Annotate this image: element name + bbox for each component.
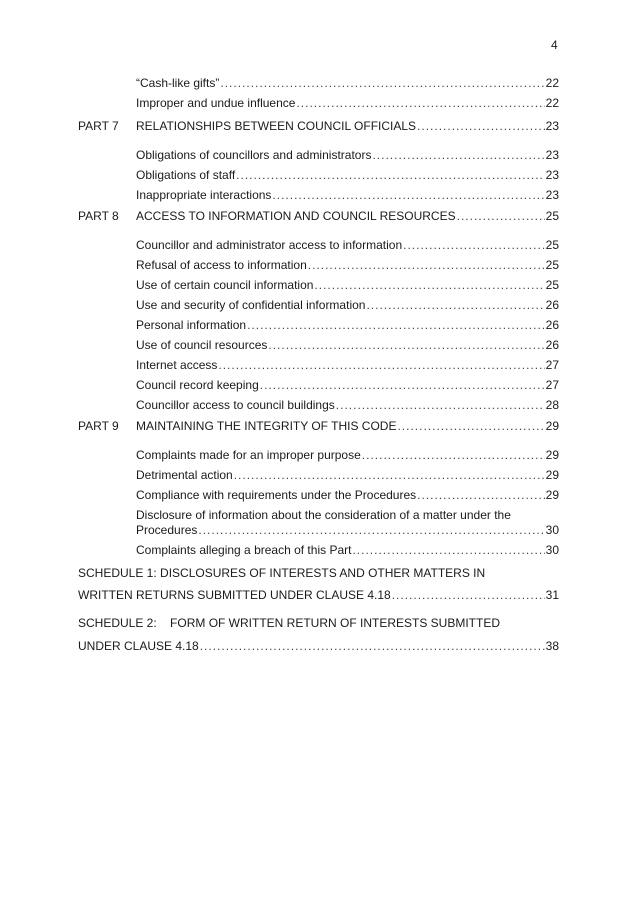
toc-entry-refusal-of-access[interactable] — [136, 258, 559, 272]
leader-dots — [296, 96, 544, 110]
leader-dots — [314, 278, 544, 292]
toc-part-title: MAINTAINING THE INTEGRITY OF THIS CODE — [136, 419, 397, 433]
leader-dots — [272, 188, 544, 202]
toc-entry-access-to-information[interactable] — [136, 238, 559, 252]
part-number: PART 7 — [78, 119, 119, 133]
toc-entry-disclosure-of-information[interactable] — [136, 523, 559, 537]
toc-schedule-2[interactable] — [78, 639, 559, 653]
toc-entry-inappropriate-interactions[interactable] — [136, 188, 559, 202]
toc-entry-improper-influence[interactable] — [136, 96, 559, 110]
toc-entry-label: Use of certain council information — [136, 278, 314, 292]
toc-entry-council-buildings[interactable] — [136, 398, 559, 412]
toc-entry-page: 31 — [545, 588, 559, 602]
toc-entry-page: 25 — [545, 238, 559, 252]
toc-schedule-title-line1: SCHEDULE 1: DISCLOSURES OF INTERESTS AND OTHER MATTERS IN — [78, 566, 486, 580]
leader-dots — [417, 119, 545, 133]
toc-entry-label: Councillor and administrator access to information — [136, 238, 403, 252]
toc-entry-label: Compliance with requirements under the Procedures — [136, 488, 417, 502]
leader-dots — [397, 419, 544, 433]
toc-entry-label: Councillor access to council buildings — [136, 398, 335, 412]
toc-entry-page: 23 — [545, 188, 559, 202]
toc-entry-council-resources[interactable] — [136, 338, 559, 352]
leader-dots — [457, 209, 545, 223]
toc-entry-confidential-information[interactable] — [136, 298, 559, 312]
leader-dots — [220, 76, 544, 90]
toc-schedule-title: WRITTEN RETURNS SUBMITTED UNDER CLAUSE 4.18 — [78, 588, 391, 602]
toc-entry-improper-purpose[interactable] — [136, 448, 559, 462]
toc-entry-label: Obligations of staff — [136, 168, 236, 182]
toc-entry-label: Internet access — [136, 358, 218, 372]
toc-entry-page: 27 — [545, 378, 559, 392]
toc-entry-obligations-staff[interactable] — [136, 168, 559, 182]
toc-entry-label: Use of council resources — [136, 338, 268, 352]
toc-entry-page: 30 — [545, 523, 559, 537]
toc-entry-page: 23 — [545, 168, 559, 182]
toc-entry-label: Inappropriate interactions — [136, 188, 272, 202]
toc-entry-label: Complaints alleging a breach of this Part — [136, 543, 352, 557]
toc-entry-label: Council record keeping — [136, 378, 259, 392]
toc-entry-label: Personal information — [136, 318, 247, 332]
toc-part-8[interactable] — [136, 209, 559, 223]
toc-entry-use-council-information[interactable] — [136, 278, 559, 292]
toc-entry-label: Procedures — [136, 523, 198, 537]
toc-entry-label: Complaints made for an improper purpose — [136, 448, 361, 462]
toc-entry-complaints-breach[interactable] — [136, 543, 559, 557]
toc-entry-label: “Cash-like gifts” — [136, 76, 220, 90]
toc-entry-page: 29 — [545, 419, 559, 433]
toc-entry-page: 22 — [545, 76, 559, 90]
toc-entry-cash-like-gifts[interactable] — [136, 76, 559, 90]
toc-entry-page: 29 — [545, 468, 559, 482]
toc-schedule-title-line1: SCHEDULE 2: FORM OF WRITTEN RETURN OF INTERESTS SUBMITTED — [78, 616, 501, 630]
toc-entry-obligations-councillors[interactable] — [136, 148, 559, 162]
toc-entry-page: 29 — [545, 448, 559, 462]
leader-dots — [234, 468, 545, 482]
toc-entry-page: 29 — [545, 488, 559, 502]
toc-entry-label: Use and security of confidential information — [136, 298, 366, 312]
toc-part-title: RELATIONSHIPS BETWEEN COUNCIL OFFICIALS — [136, 119, 417, 133]
toc-entry-label: Refusal of access to information — [136, 258, 307, 272]
toc-entry-label-line1: Disclosure of information about the consideration of a matter under the — [136, 508, 511, 522]
toc-entry-page: 23 — [545, 148, 559, 162]
toc-entry-label: Obligations of councillors and administrators — [136, 148, 372, 162]
toc-entry-page: 23 — [545, 119, 559, 133]
toc-entry-page: 25 — [545, 209, 559, 223]
toc-entry-page: 26 — [545, 298, 559, 312]
leader-dots — [268, 338, 544, 352]
toc-entry-record-keeping[interactable] — [136, 378, 559, 392]
toc-part-7[interactable] — [136, 119, 559, 133]
toc-entry-page: 25 — [545, 258, 559, 272]
leader-dots — [200, 639, 545, 653]
toc-entry-page: 27 — [545, 358, 559, 372]
toc-entry-page: 38 — [545, 639, 559, 653]
toc-part-9[interactable] — [136, 419, 559, 433]
toc-entry-detrimental-action[interactable] — [136, 468, 559, 482]
toc-entry-page: 26 — [545, 338, 559, 352]
toc-entry-page: 30 — [545, 543, 559, 557]
leader-dots — [198, 523, 544, 537]
leader-dots — [352, 543, 544, 557]
part-number: PART 8 — [78, 209, 119, 223]
leader-dots — [236, 168, 544, 182]
toc-entry-compliance-procedures[interactable] — [136, 488, 559, 502]
toc-entry-label: Detrimental action — [136, 468, 233, 482]
leader-dots — [218, 358, 544, 372]
leader-dots — [366, 298, 544, 312]
toc-entry-label: Improper and undue influence — [136, 96, 296, 110]
toc-entry-personal-information[interactable] — [136, 318, 559, 332]
toc-entry-page: 25 — [545, 278, 559, 292]
toc-entry-page: 22 — [545, 96, 559, 110]
leader-dots — [392, 588, 545, 602]
toc-schedule-1[interactable] — [78, 588, 559, 602]
toc-entry-page: 28 — [545, 398, 559, 412]
toc-entry-page: 26 — [545, 318, 559, 332]
toc-entry-internet-access[interactable] — [136, 358, 559, 372]
part-number: PART 9 — [78, 419, 119, 433]
toc-part-title: ACCESS TO INFORMATION AND COUNCIL RESOURCES — [136, 209, 456, 223]
toc-schedule-title: UNDER CLAUSE 4.18 — [78, 639, 199, 653]
leader-dots — [372, 148, 544, 162]
leader-dots — [336, 398, 545, 412]
leader-dots — [308, 258, 545, 272]
leader-dots — [362, 448, 545, 462]
page-number: 4 — [551, 38, 558, 52]
leader-dots — [417, 488, 544, 502]
leader-dots — [260, 378, 545, 392]
leader-dots — [247, 318, 545, 332]
leader-dots — [403, 238, 545, 252]
